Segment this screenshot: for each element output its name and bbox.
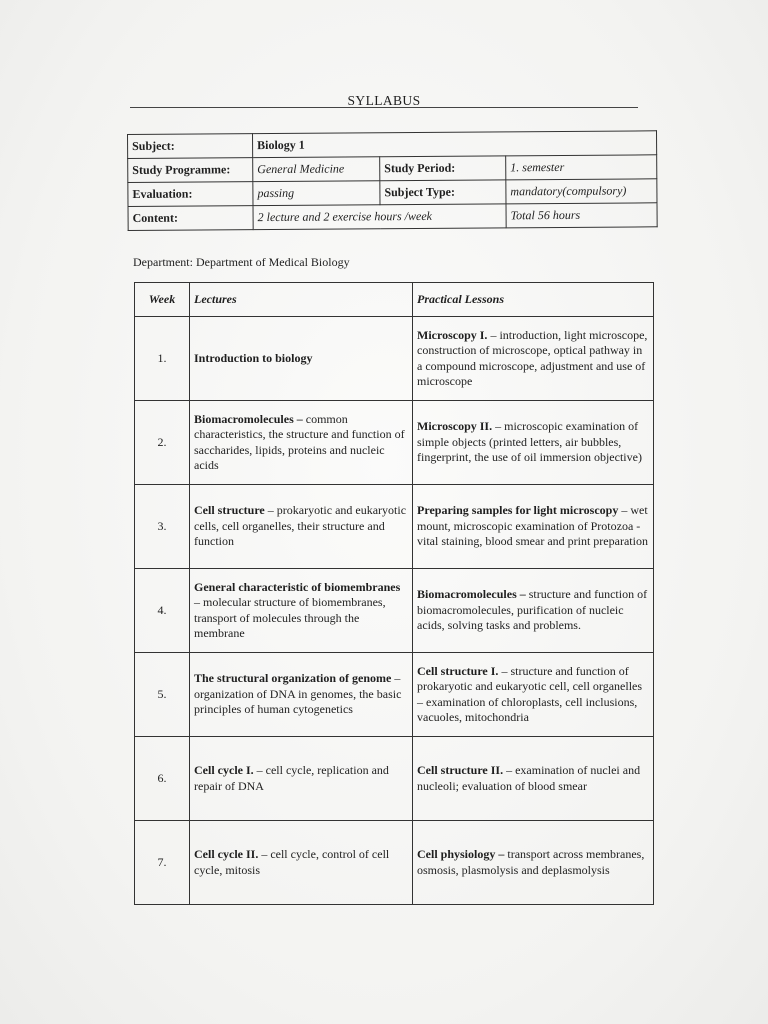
- week-number: 6.: [135, 737, 190, 821]
- practical-cell: [413, 653, 654, 737]
- content-value: 2 lecture and 2 exercise hours /week: [253, 204, 506, 230]
- lecture-cell: [190, 569, 413, 653]
- week-number: 5.: [135, 653, 190, 737]
- document-title: SYLLABUS: [347, 93, 421, 108]
- schedule-row: [135, 401, 654, 485]
- lectures-header: Lectures: [190, 283, 413, 317]
- week-number: 3.: [135, 485, 190, 569]
- lecture-topic: Biomacromolecules –: [194, 411, 303, 426]
- subject-info-table: [127, 130, 658, 231]
- lecture-details: common characteristics, the structure and function of saccharides, lipids, proteins and nucleic acids: [194, 411, 405, 472]
- lecture-cell: [190, 485, 413, 569]
- practical-topic: Microscopy I.: [417, 327, 488, 342]
- programme-label: Study Programme:: [128, 158, 253, 183]
- schedule-row: [135, 737, 654, 821]
- practical-details: structure and function of biomacromolecules, purification of nucleic acids, solving tasks and problems.: [417, 587, 648, 633]
- type-value: mandatory(compulsory): [506, 179, 657, 204]
- programme-value: General Medicine: [253, 157, 380, 182]
- lecture-topic: Introduction to biology: [194, 350, 313, 365]
- content-label: Content:: [128, 206, 253, 231]
- lecture-topic: The structural organization of genome: [194, 671, 392, 686]
- lecture-cell: [190, 821, 413, 905]
- evaluation-label: Evaluation:: [128, 182, 253, 207]
- lecture-cell: [190, 737, 413, 821]
- weekly-schedule-table: [134, 282, 654, 905]
- practical-cell: [413, 737, 654, 821]
- schedule-row: [135, 485, 654, 569]
- type-label: Subject Type:: [380, 180, 506, 205]
- lecture-details: – cell cycle, replication and repair of DNA: [194, 763, 389, 793]
- practical-header: Practical Lessons: [413, 283, 654, 317]
- subject-value: Biology 1: [253, 131, 657, 158]
- practical-details: – structure and function of prokaryotic and eukaryotic cell, cell organelles – examination of chloroplasts, cell inclusions, vacuoles, mitochondria: [417, 663, 643, 724]
- practical-cell: [413, 485, 654, 569]
- lecture-details: – prokaryotic and eukaryotic cells, cell organelles, their structure and function: [194, 503, 407, 549]
- lecture-cell: [190, 401, 413, 485]
- practical-cell: [413, 401, 654, 485]
- evaluation-value: passing: [253, 181, 380, 206]
- practical-topic: Cell structure II.: [417, 763, 504, 777]
- schedule-row: [135, 653, 654, 737]
- practical-details: transport across membranes, osmosis, plasmolysis and deplasmolysis: [417, 847, 645, 877]
- lecture-topic: Cell cycle I.: [194, 763, 254, 777]
- schedule-header-row: [135, 283, 654, 317]
- title-underline: [130, 107, 638, 108]
- lecture-topic: General characteristic of biomembranes: [194, 579, 401, 594]
- week-number: 2.: [135, 401, 190, 485]
- practical-topic: Biomacromolecules –: [417, 587, 526, 602]
- schedule-row: [135, 317, 654, 401]
- lecture-details: – cell cycle, control of cell cycle, mitosis: [194, 847, 390, 877]
- schedule-row: [135, 821, 654, 905]
- lecture-cell: [190, 317, 413, 401]
- practical-cell: [413, 821, 654, 905]
- subject-label: Subject:: [128, 134, 253, 159]
- week-header: Week: [135, 283, 190, 317]
- total-hours-value: Total 56 hours: [506, 203, 657, 228]
- lecture-cell: [190, 653, 413, 737]
- week-number: 4.: [135, 569, 190, 653]
- period-value: 1. semester: [506, 155, 657, 180]
- lecture-details: – molecular structure of biomembranes, transport of molecules through the membrane: [194, 595, 386, 640]
- practical-details: – introduction, light microscope, construction of microscope, optical pathway in a compound microscope, adjustment and use of microscope: [417, 327, 648, 388]
- schedule-row: [135, 569, 654, 653]
- week-number: 7.: [135, 821, 190, 905]
- practical-details: – wet mount, microscopic examination of Protozoa - vital staining, blood smear and print preparation: [417, 503, 648, 549]
- practical-details: – examination of nuclei and nucleoli; evaluation of blood smear: [417, 763, 641, 793]
- week-number: 1.: [135, 317, 190, 401]
- practical-topic: Microscopy II.: [417, 419, 493, 434]
- practical-topic: Cell structure I.: [417, 663, 499, 678]
- lecture-details: – organization of DNA in genomes, the basic principles of human cytogenetics: [194, 671, 402, 717]
- practical-topic: Cell physiology –: [417, 847, 505, 861]
- period-label: Study Period:: [380, 156, 506, 181]
- practical-topic: Preparing samples for light microscopy: [417, 503, 619, 518]
- practical-cell: [413, 317, 654, 401]
- department-line: Department: Department of Medical Biology: [133, 255, 350, 269]
- lecture-topic: Cell structure: [194, 503, 265, 518]
- lecture-topic: Cell cycle II.: [194, 847, 259, 861]
- practical-cell: [413, 569, 654, 653]
- practical-details: – microscopic examination of simple objects (printed letters, air bubbles, fingerprint, the use of oil immersion objective): [417, 419, 642, 465]
